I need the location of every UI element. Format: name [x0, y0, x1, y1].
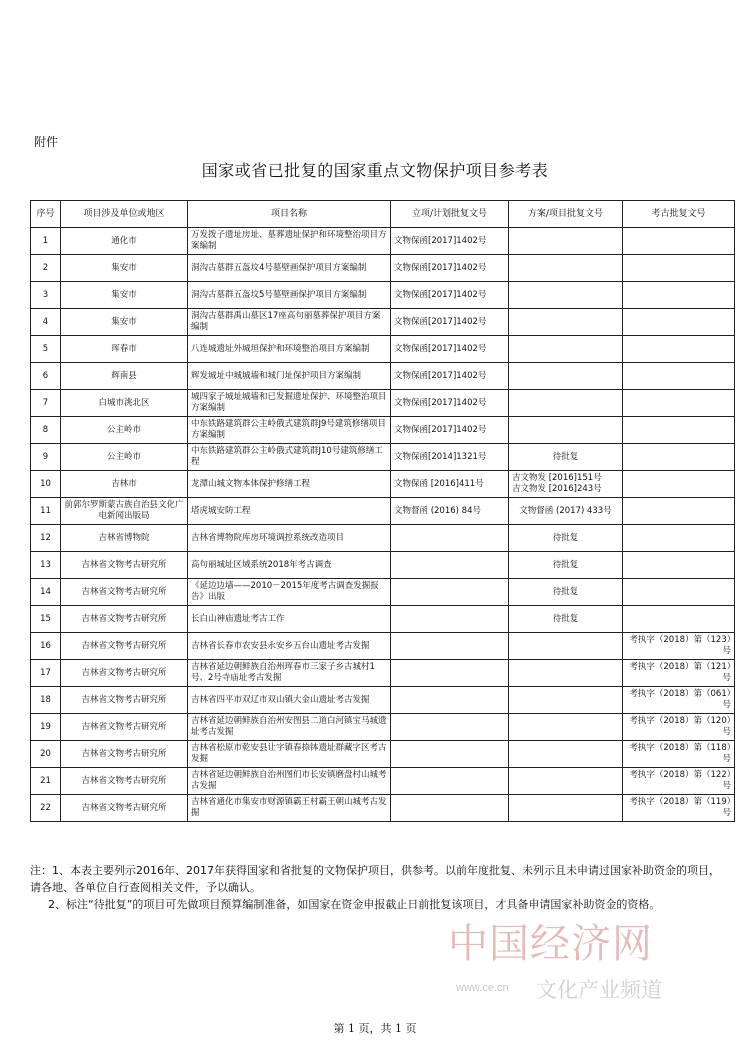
cell-no: 7 [31, 390, 61, 417]
cell-plan [509, 282, 623, 309]
table-row [31, 714, 735, 741]
cell-archaeo [623, 498, 735, 525]
table-row [31, 660, 735, 687]
cell-project-name: 《延边边墙——2010－2015年度考古调查发掘报告》出版 [188, 579, 391, 606]
cell-approval [391, 687, 509, 714]
document-title: 国家或省已批复的国家重点文物保护项目参考表 [201, 161, 549, 180]
cell-archaeo: 考执字（2018）第（119）号 [623, 795, 735, 822]
cell-project-name: 塔虎城安防工程 [188, 498, 391, 525]
cell-plan: 待批复 [509, 552, 623, 579]
cell-plan: 吉文物发 [2016]151号 吉文物发 [2016]243号 [509, 471, 623, 498]
table-row [31, 363, 735, 390]
cell-project-name: 洞沟古墓群五盔坟5号墓壁画保护项目方案编制 [188, 282, 391, 309]
cell-unit: 集安市 [61, 255, 188, 282]
cell-approval: 文物保函[2017]1402号 [391, 255, 509, 282]
cell-approval [391, 525, 509, 552]
col-header-no: 序号 [31, 201, 61, 228]
cell-plan [509, 687, 623, 714]
watermark-channel: 文化产业频道 [536, 978, 662, 1002]
cell-no: 6 [31, 363, 61, 390]
cell-unit: 吉林省文物考古研究所 [61, 714, 188, 741]
cell-project-name: 吉林省延边朝鲜族自治州安图县二道白河镇宝马城遗址考古发掘 [188, 714, 391, 741]
cell-no: 10 [31, 471, 61, 498]
note-2: 2、标注“待批复”的项目可先做项目预算编制准备，如国家在资金申报截止日前批复该项目，才具备申请国家补助资金的资格。 [48, 898, 661, 911]
cell-unit: 吉林省文物考古研究所 [61, 633, 188, 660]
cell-approval: 文物保函[2017]1402号 [391, 417, 509, 444]
cell-unit: 吉林省博物院 [61, 525, 188, 552]
table-row [31, 498, 735, 525]
cell-approval: 文物保函 [2016]411号 [391, 471, 509, 498]
col-header-plan: 方案/项目批复文号 [509, 201, 623, 228]
cell-plan [509, 768, 623, 795]
cell-archaeo: 考执字（2018）第（121）号 [623, 660, 735, 687]
table-row [31, 552, 735, 579]
cell-project-name: 吉林省延边朝鲜族自治州图们市长安镇磨盘村山城考古发掘 [188, 768, 391, 795]
cell-approval: 文物保函[2017]1402号 [391, 282, 509, 309]
cell-plan: 待批复 [509, 444, 623, 471]
cell-no: 18 [31, 687, 61, 714]
watermark-brand: 中国经济网 [448, 921, 653, 967]
cell-project-name: 龙潭山城文物本体保护修缮工程 [188, 471, 391, 498]
cell-approval [391, 633, 509, 660]
table-row [31, 444, 735, 471]
cell-project-name: 洞沟古墓群五盔坟4号墓壁画保护项目方案编制 [188, 255, 391, 282]
cell-project-name: 吉林省通化市集安市财源镇霸王村霸王朝山城考古发掘 [188, 795, 391, 822]
cell-archaeo [623, 336, 735, 363]
cell-plan [509, 660, 623, 687]
cell-approval [391, 768, 509, 795]
cell-no: 14 [31, 579, 61, 606]
cell-unit: 公主岭市 [61, 444, 188, 471]
cell-archaeo: 考执字（2018）第（118）号 [623, 741, 735, 768]
cell-archaeo [623, 579, 735, 606]
cell-approval [391, 606, 509, 633]
cell-no: 8 [31, 417, 61, 444]
cell-no: 3 [31, 282, 61, 309]
cell-no: 20 [31, 741, 61, 768]
cell-plan [509, 417, 623, 444]
cell-approval [391, 552, 509, 579]
cell-no: 16 [31, 633, 61, 660]
watermark [448, 912, 708, 1012]
col-header-name: 项目名称 [188, 201, 391, 228]
cell-no: 9 [31, 444, 61, 471]
cell-archaeo [623, 255, 735, 282]
table-row [31, 579, 735, 606]
cell-no: 15 [31, 606, 61, 633]
cell-archaeo [623, 606, 735, 633]
cell-archaeo: 考执字（2018）第（061）号 [623, 687, 735, 714]
cell-unit: 公主岭市 [61, 417, 188, 444]
table-row [31, 768, 735, 795]
cell-approval [391, 579, 509, 606]
table-row [31, 336, 735, 363]
table-row [31, 309, 735, 336]
cell-archaeo [623, 444, 735, 471]
cell-unit: 集安市 [61, 309, 188, 336]
cell-plan [509, 714, 623, 741]
col-header-unit: 项目涉及单位或地区 [61, 201, 188, 228]
cell-project-name: 吉林省长春市农安县永安乡五台山遗址考古发掘 [188, 633, 391, 660]
cell-no: 19 [31, 714, 61, 741]
cell-project-name: 吉林省延边朝鲜族自治州珲春市三家子乡古城村1号、2号寺庙址考古发掘 [188, 660, 391, 687]
cell-no: 5 [31, 336, 61, 363]
cell-unit: 集安市 [61, 282, 188, 309]
cell-plan: 待批复 [509, 525, 623, 552]
cell-project-name: 八连城遗址外城垣保护和环境整治项目方案编制 [188, 336, 391, 363]
cell-plan [509, 228, 623, 255]
cell-archaeo [623, 552, 735, 579]
reference-table [30, 200, 735, 822]
cell-unit: 珲春市 [61, 336, 188, 363]
watermark-url: www.ce.cn [456, 982, 509, 994]
cell-plan [509, 309, 623, 336]
cell-plan [509, 390, 623, 417]
cell-archaeo: 考执字（2018）第（120）号 [623, 714, 735, 741]
cell-approval: 文物保函[2017]1402号 [391, 336, 509, 363]
cell-no: 17 [31, 660, 61, 687]
cell-archaeo [623, 309, 735, 336]
table-row [31, 228, 735, 255]
cell-no: 21 [31, 768, 61, 795]
table-row [31, 687, 735, 714]
cell-unit: 吉林省文物考古研究所 [61, 579, 188, 606]
cell-archaeo [623, 471, 735, 498]
table-row [31, 606, 735, 633]
cell-approval [391, 714, 509, 741]
cell-unit: 辉南县 [61, 363, 188, 390]
cell-approval [391, 660, 509, 687]
cell-project-name: 城四家子城址城墙和已发掘遗址保护、环境整治项目方案编制 [188, 390, 391, 417]
cell-unit: 白城市洮北区 [61, 390, 188, 417]
cell-plan [509, 741, 623, 768]
table-row [31, 795, 735, 822]
cell-project-name: 长白山神庙遗址考古工作 [188, 606, 391, 633]
table-row [31, 633, 735, 660]
cell-unit: 吉林省文物考古研究所 [61, 660, 188, 687]
col-header-approval: 立项/计划批复文号 [391, 201, 509, 228]
cell-plan: 待批复 [509, 579, 623, 606]
note-1: 注：1、本表主要列示2016年、2017年获得国家和省批复的文物保护项目，供参考。以前年度批复、未列示且未申请过国家补助资金的项目，请各地、各单位自行查阅相关文件，予以确认。 [30, 864, 720, 894]
cell-unit: 吉林省文物考古研究所 [61, 552, 188, 579]
cell-no: 12 [31, 525, 61, 552]
cell-archaeo [623, 228, 735, 255]
cell-project-name: 洞沟古墓群禹山墓区17座高句丽墓葬保护项目方案编制 [188, 309, 391, 336]
table-row [31, 741, 735, 768]
cell-no: 13 [31, 552, 61, 579]
cell-unit: 通化市 [61, 228, 188, 255]
attachment-label: 附件 [34, 135, 59, 149]
cell-no: 4 [31, 309, 61, 336]
cell-unit: 吉林市 [61, 471, 188, 498]
cell-approval: 文物督函 (2016) 84号 [391, 498, 509, 525]
table-row [31, 525, 735, 552]
cell-approval [391, 795, 509, 822]
cell-archaeo [623, 525, 735, 552]
cell-plan [509, 336, 623, 363]
cell-no: 1 [31, 228, 61, 255]
cell-project-name: 万发拨子遗址房址、墓葬遗址保护和环境整治项目方案编制 [188, 228, 391, 255]
cell-unit: 吉林省文物考古研究所 [61, 687, 188, 714]
cell-plan [509, 363, 623, 390]
cell-approval: 文物保函[2017]1402号 [391, 309, 509, 336]
cell-plan [509, 795, 623, 822]
cell-project-name: 吉林省松原市乾安县让字镇春捺钵遗址群藏字区考古发掘 [188, 741, 391, 768]
table-header-row [31, 201, 735, 228]
cell-approval [391, 741, 509, 768]
notes-section [30, 862, 720, 913]
cell-approval: 文物保函[2017]1402号 [391, 390, 509, 417]
cell-project-name: 辉发城址中城城墙和城门址保护项目方案编制 [188, 363, 391, 390]
cell-no: 11 [31, 498, 61, 525]
cell-unit: 吉林省文物考古研究所 [61, 768, 188, 795]
cell-project-name: 高句丽城址区域系统2018年考古调查 [188, 552, 391, 579]
cell-archaeo: 考执字（2018）第（122）号 [623, 768, 735, 795]
cell-archaeo: 考执字（2018）第（123）号 [623, 633, 735, 660]
page-footer: 第 1 页，共 1 页 [333, 1022, 417, 1035]
cell-plan: 文物督函 (2017) 433号 [509, 498, 623, 525]
cell-unit: 前郭尔罗斯蒙古族自治县文化广电新闻出版局 [61, 498, 188, 525]
cell-project-name: 中东铁路建筑群公主岭俄式建筑群J9号建筑修缮项目方案编制 [188, 417, 391, 444]
cell-unit: 吉林省文物考古研究所 [61, 741, 188, 768]
col-header-archaeo: 考古批复文号 [623, 201, 735, 228]
cell-approval: 文物保函[2014]1321号 [391, 444, 509, 471]
cell-archaeo [623, 417, 735, 444]
table-row [31, 471, 735, 498]
cell-approval: 文物保函[2017]1402号 [391, 228, 509, 255]
cell-no: 22 [31, 795, 61, 822]
cell-archaeo [623, 390, 735, 417]
cell-unit: 吉林省文物考古研究所 [61, 795, 188, 822]
cell-project-name: 吉林省博物院库房环境调控系统改造项目 [188, 525, 391, 552]
cell-archaeo [623, 363, 735, 390]
table-row [31, 282, 735, 309]
cell-plan [509, 633, 623, 660]
cell-archaeo [623, 282, 735, 309]
cell-plan: 待批复 [509, 606, 623, 633]
table-row [31, 390, 735, 417]
cell-project-name: 中东铁路建筑群公主岭俄式建筑群J10号建筑修缮工程 [188, 444, 391, 471]
cell-unit: 吉林省文物考古研究所 [61, 606, 188, 633]
cell-approval: 文物保函[2017]1402号 [391, 363, 509, 390]
cell-project-name: 吉林省四平市双辽市双山镇大金山遗址考古发掘 [188, 687, 391, 714]
table-row [31, 255, 735, 282]
cell-no: 2 [31, 255, 61, 282]
table-row [31, 417, 735, 444]
cell-plan [509, 255, 623, 282]
